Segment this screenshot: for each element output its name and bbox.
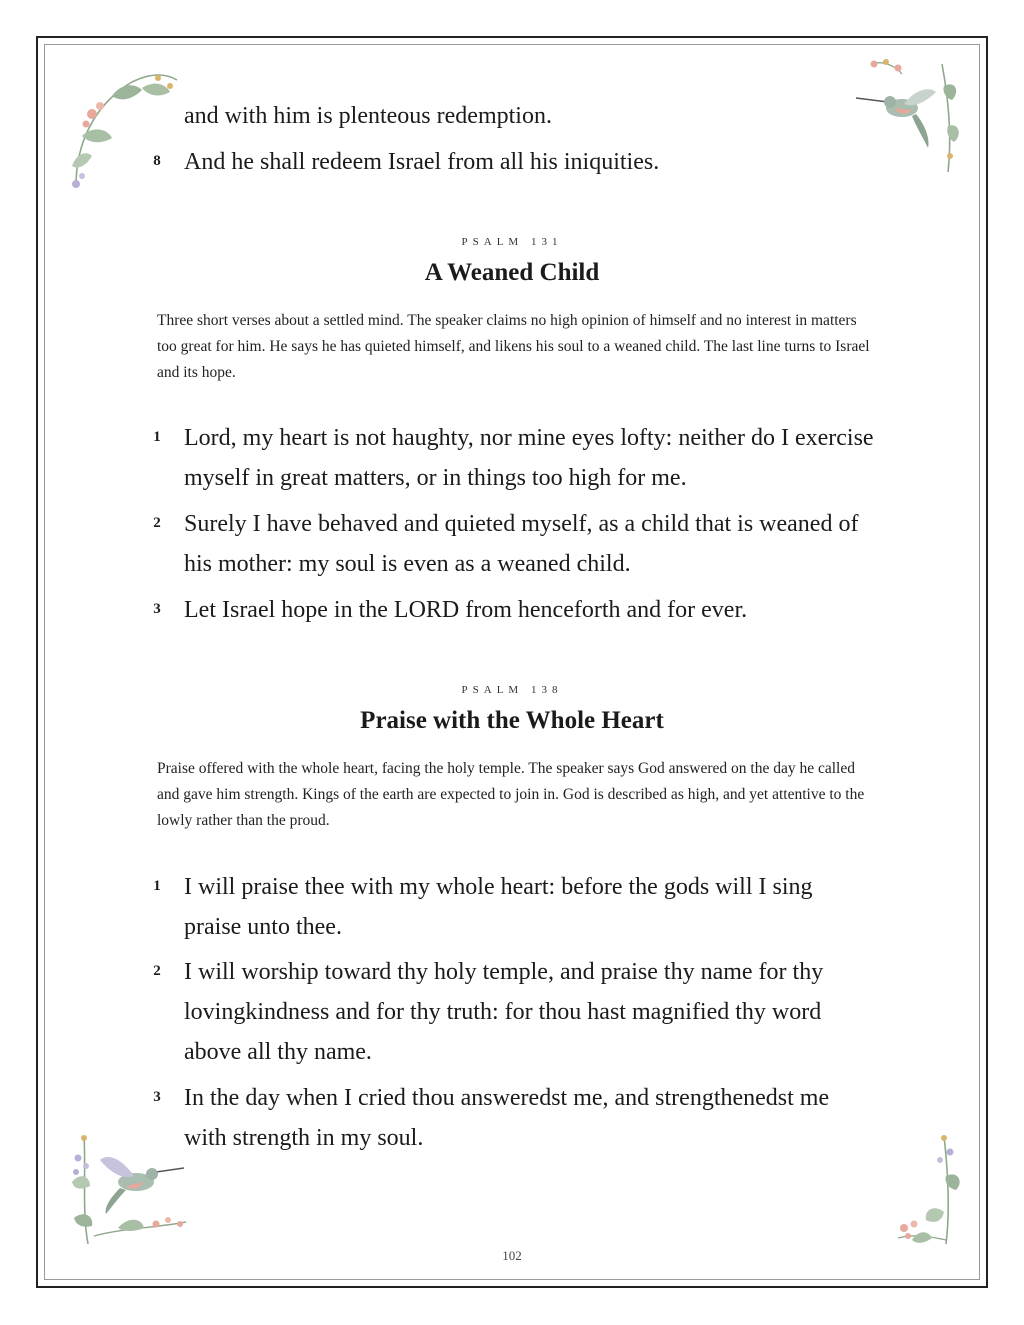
- psalm-title: A Weaned Child: [424, 259, 600, 286]
- floral-corner-icon: [62, 66, 192, 196]
- verse-number: 1: [153, 878, 161, 894]
- floral-corner-icon: [888, 1132, 968, 1247]
- verse-number: 2: [153, 515, 161, 531]
- verse-number: 3: [153, 601, 161, 617]
- psalm-summary: Three short verses about a settled mind. The speaker claims no high opinion of himself and no interest in matters too great for him. He says he has quieted himself, and likens his soul to a weaned child. The last line turns to Israel and its hope.: [157, 312, 870, 381]
- verse-text: And he shall redeem Israel from all his iniquities.: [184, 149, 660, 175]
- verse-text: I will worship toward thy holy temple, and praise thy name for thy lovingkindness and for thy truth: for thou hast magnified thy word above all thy name.: [184, 959, 824, 1065]
- psalm-kicker: PSALM 138: [461, 684, 563, 696]
- verse-number: 3: [153, 1089, 161, 1105]
- hummingbird-floral-icon: [64, 1132, 194, 1247]
- verse-number: 8: [153, 153, 161, 169]
- verse-text: I will praise thee with my whole heart: before the gods will I sing praise unto thee.: [184, 874, 813, 940]
- verse-number: 1: [153, 429, 161, 445]
- verse-text: Lord, my heart is not haughty, nor mine eyes lofty: neither do I exercise myself in great matters, or in things too high for me.: [184, 425, 874, 491]
- verse-text: Surely I have behaved and quieted myself, as a child that is weaned of his mother: my soul is even as a weaned child.: [184, 511, 859, 577]
- verse-text: Let Israel hope in the LORD from henceforth and for ever.: [184, 597, 748, 623]
- psalm-summary: Praise offered with the whole heart, facing the holy temple. The speaker says God answered on the day he called and gave him strength. Kings of the earth are expected to join in. God is described as high, and yet attentive to the lowly rather than the proud.: [157, 760, 865, 829]
- verse-text: and with him is plenteous redemption.: [184, 103, 552, 129]
- psalm-title: Praise with the Whole Heart: [360, 707, 664, 734]
- verse-text: In the day when I cried thou answeredst me, and strengthenedst me with strength in my soul.: [184, 1085, 830, 1151]
- psalm-kicker: PSALM 131: [461, 236, 563, 248]
- page-number: 102: [502, 1248, 522, 1263]
- verse-number: 2: [153, 963, 161, 979]
